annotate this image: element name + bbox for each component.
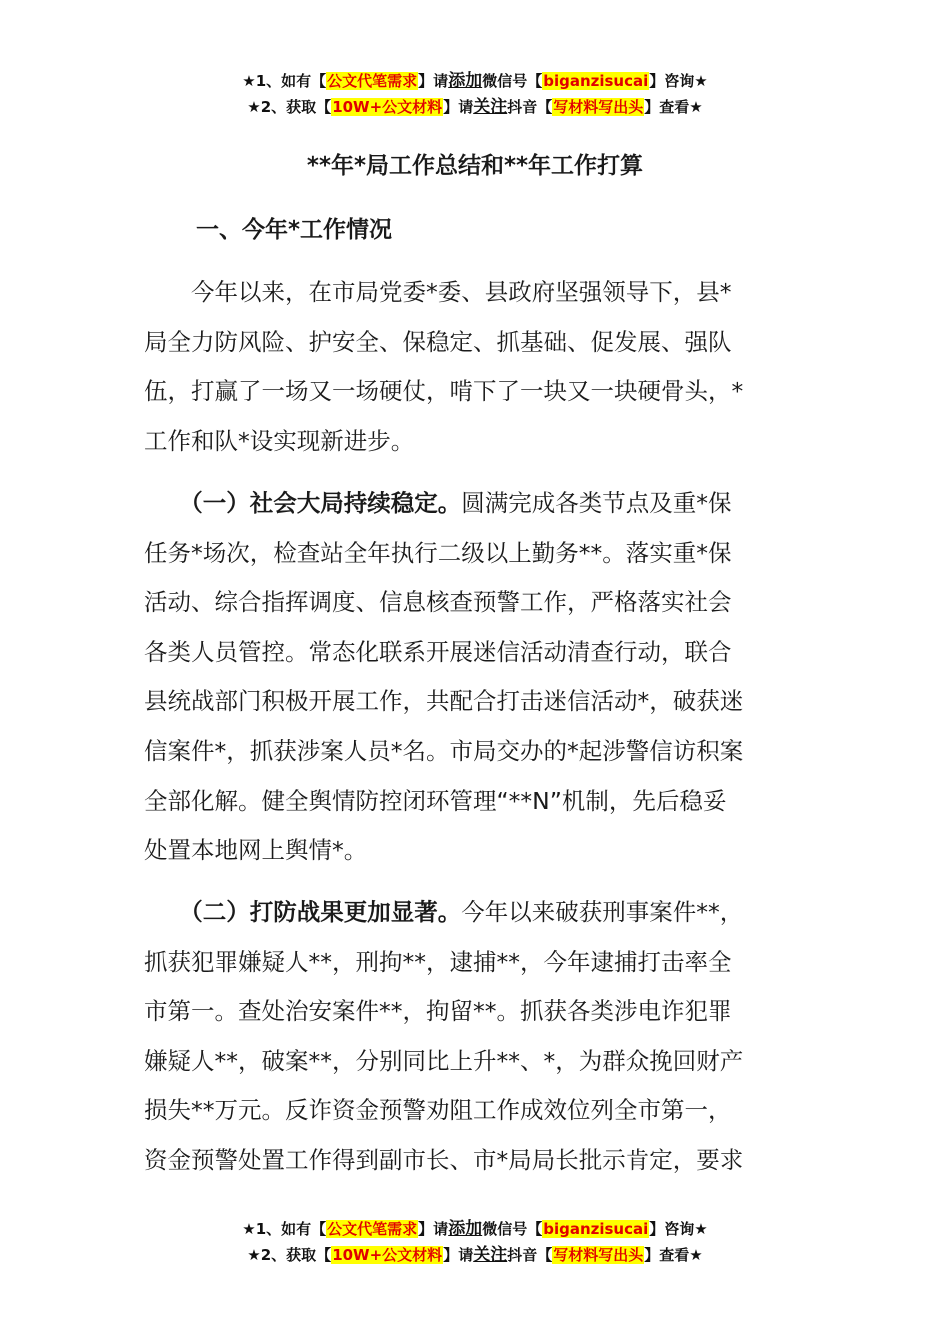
ad-emphasis: 关注 [473,97,508,117]
text-line: 今年以来，在市局党委*委、县政府坚强领导下，县* [144,278,732,306]
ad-line-2 [0,94,950,120]
text-fragment: 圆满完成各类节点及重*保 [461,489,732,517]
ad-highlight-materials: 10W+公文材料 [332,98,443,116]
text-line: 任务*场次，检查站全年执行二级以上勤务**。落实重*保 [144,538,732,567]
text-line: 活动、综合指挥调度、信息核查预警工作，严格落实社会 [144,588,732,617]
ad-line-2 [0,1242,950,1268]
text-fragment: 今年以来破获刑事案件**， [461,898,744,926]
text-line: 市第一。查处治安案件**，拘留**。抓获各类涉电诈犯罪 [144,997,732,1026]
ad-highlight-service: 公文代笔需求 [327,1220,418,1238]
ad-text: 】查看★ [644,98,703,116]
paragraph-intro [144,268,814,466]
paragraph-lead: （二）打防战果更加显著。 [144,898,462,926]
ad-highlight-wechat-id: biganzisucai [543,72,649,90]
ad-highlight-douyin-account: 写材料写出头 [553,1246,644,1264]
text-line: 嫌疑人**，破案**，分别同比上升**、*，为群众挽回财产 [144,1046,744,1075]
ad-emphasis: 添加 [448,1219,483,1239]
paragraph-crime-results [144,888,814,1186]
text-line: 抓获犯罪嫌疑人**，刑拘**，逮捕**，今年逮捕打击率全 [144,947,732,976]
text-line: 全部化解。健全舆情防控闭环管理“**N”机制，先后稳妥 [144,786,727,815]
ad-line-1 [0,1216,950,1242]
text-line: 各类人员管控。常态化联系开展迷信活动清查行动，联合 [144,637,732,666]
ad-text: 】请 [418,1220,449,1238]
section-heading: 一、今年*工作情况 [196,217,393,243]
ad-text: 】请 [443,1246,474,1264]
text-line [144,479,814,529]
ad-text: 抖音【 [507,98,553,116]
paragraph-lead: （一）社会大局持续稳定。 [144,489,462,517]
ad-text: 】请 [443,98,474,116]
ad-emphasis: 添加 [448,71,483,91]
bottom-ad-banner [0,1216,950,1268]
text-line: 工作和队*设实现新进步。 [144,426,415,455]
ad-text: 微信号【 [482,72,543,90]
top-ad-banner [0,68,950,120]
document-title: **年*局工作总结和**年工作打算 [306,153,644,179]
paragraph-social-stability [144,479,814,876]
text-line: 县统战部门积极开展工作，共配合打击迷信活动*，破获迷 [144,687,744,716]
text-line: 伍，打赢了一场又一场硬仗，啃下了一块又一块硬骨头，* [144,377,744,406]
ad-highlight-service: 公文代笔需求 [327,72,418,90]
ad-text: 】咨询★ [649,1220,708,1238]
ad-highlight-materials: 10W+公文材料 [332,1246,443,1264]
ad-text: 】查看★ [644,1246,703,1264]
ad-emphasis: 关注 [473,1245,508,1265]
ad-text: ★2、获取【 [247,98,332,116]
ad-text: 抖音【 [507,1246,553,1264]
ad-line-1 [0,68,950,94]
text-line: 信案件*，抓获涉案人员*名。市局交办的*起涉警信访积案 [144,736,744,765]
text-line: 局全力防风险、护安全、保稳定、抓基础、促发展、强队 [144,327,732,356]
ad-text: ★2、获取【 [247,1246,332,1264]
ad-text: ★1、如有【 [242,72,327,90]
text-line: 资金预警处置工作得到副市长、市*局局长批示肯定，要求 [144,1145,744,1174]
text-line: 处置本地网上舆情*。 [144,836,368,865]
ad-highlight-douyin-account: 写材料写出头 [553,98,644,116]
text-line [144,888,814,938]
ad-text: 微信号【 [482,1220,543,1238]
text-line: 损失**万元。反诈资金预警劝阻工作成效位列全市第一， [144,1096,732,1125]
ad-highlight-wechat-id: biganzisucai [543,1220,649,1238]
ad-text: 】请 [418,72,449,90]
ad-text: 】咨询★ [649,72,708,90]
ad-text: ★1、如有【 [242,1220,327,1238]
